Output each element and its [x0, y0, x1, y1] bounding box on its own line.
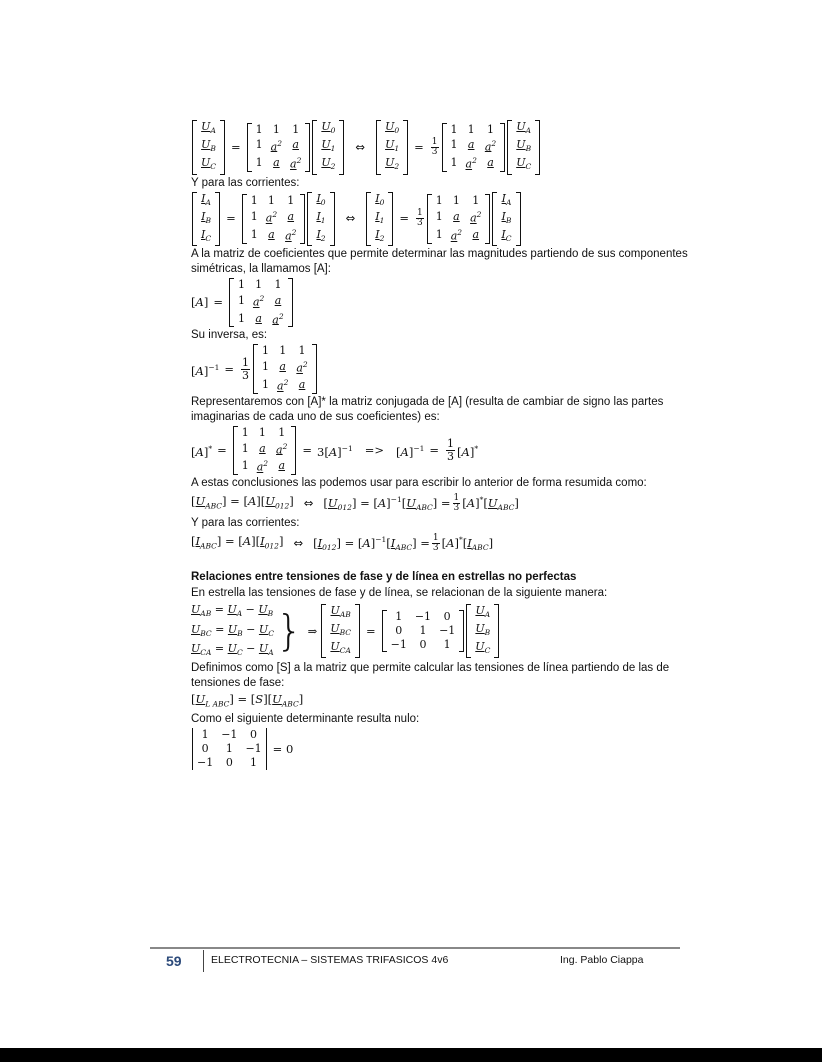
- matrix-a-inverse-equation: $[A]^{-1}$ = $\frac{1}{3}$ 1 1 1 1 a $a^2$ 1 $a^2$ a: [191, 344, 691, 393]
- footer-title: ELECTROTECNIA – SISTEMAS TRIFASICOS 4v6: [211, 954, 449, 966]
- footer-divider: [150, 947, 680, 949]
- conjugada-text: Representaremos con [A]* la matriz conjugada de [A] (resulta de cambiar de signo las partes imaginarias de cada uno de sus coeficientes) es:: [191, 395, 664, 423]
- corrientes-label-1: Y para las corrientes:: [191, 176, 300, 189]
- determinant-equation: 1 −1 0 0 1 −1 −1 0 1 = 0: [191, 728, 691, 770]
- footer-separator: [203, 950, 204, 972]
- matrix-a-equation: [A] = 1 1 1 1 $a^2$ a 1 a $a^2$: [191, 278, 691, 327]
- definimos-text: Definimos como [S] a la matriz que permite calcular las tensiones de línea partiendo de las de tensiones de fase:: [191, 661, 670, 689]
- matrix-a-conjugate-equation: [A]* = 1 1 1 1 a $a^2$ 1 $a^2$ a = $3[A]^{-1}$ => $[A]^{-1}$ = $\frac{1}{3}$ [A]*: [191, 425, 479, 475]
- estrella-text: En estrella las tensiones de fase y de línea, se relacionan de la siguiente manera:: [191, 587, 608, 600]
- page-number: 59: [166, 953, 182, 969]
- current-summary-equation: $[I_{ABC}] = [A][I_{012}]$ ⇔ $[I_{012}] = [A]^{-1}[I_{ABC}]$ = $\frac{1}{3}$ $[A]^*[I_{ABC}]$: [191, 533, 494, 554]
- voltage-transform-equation: $U_A$ $U_B$ $U_C$ = 1 1 1 1 $a^2$ a 1 a $a^2$ $U_0$ $U_1$ $U_2$ ⇔ $U_0$ $U_1$ $U_2$ = $\frac{1}{3}$ 1 1 1 1 a $a^2$ 1 $a^2$ a $U_A$ $U_B$ $U_C$: [191, 120, 691, 175]
- bottom-black-bar: [0, 1048, 822, 1062]
- line-voltage-system: $U_{AB} = U_A - U_B$ $U_{BC} = U_B - U_C$ $U_{CA} = U_C - U_A$ } ⇒ $U_{AB}$ $U_{BC}$ $U_{CA}$ = 1 −1 0 0 1 −1 −1 0 1 $U_A$ $U_B$ $U_C$: [191, 602, 691, 660]
- s-matrix-equation: $[U_{L ABC}] = [S][U_{ABC}]$: [191, 691, 304, 709]
- footer-author: Ing. Pablo Ciappa: [560, 954, 644, 966]
- section-title: Relaciones entre tensiones de fase y de línea en estrellas no perfectas: [191, 571, 577, 584]
- page-content: [191, 120, 691, 770]
- determinante-text: Como el siguiente determinante resulta nulo:: [191, 713, 420, 726]
- current-transform-equation: $I_A$ $I_B$ $I_C$ = 1 1 1 1 $a^2$ a 1 a $a^2$ $I_0$ $I_1$ $I_2$ ⇔ $I_0$ $I_1$ $I_2$ = $\frac{1}{3}$ 1 1 1 1 a $a^2$ 1 $a^2$ a $I_A$ $I_B$ $I_C$: [191, 192, 691, 247]
- conclusiones-text: A estas conclusiones las podemos usar para escribir lo anterior de forma resumida como:: [191, 477, 647, 490]
- inversa-label: Su inversa, es:: [191, 329, 268, 342]
- voltage-summary-equation: $[U_{ABC}] = [A][U_{012}]$ ⇔ $[U_{012}] = [A]^{-1}[U_{ABC}]$ = $\frac{1}{3}$ $[A]^*[U_{ABC}]$: [191, 493, 519, 514]
- matriz-coeficientes-text: A la matriz de coeficientes que permite determinar las magnitudes partiendo de sus componentes simétricas, la llamamos [A]:: [191, 248, 688, 276]
- corrientes-label-2: Y para las corrientes:: [191, 517, 300, 530]
